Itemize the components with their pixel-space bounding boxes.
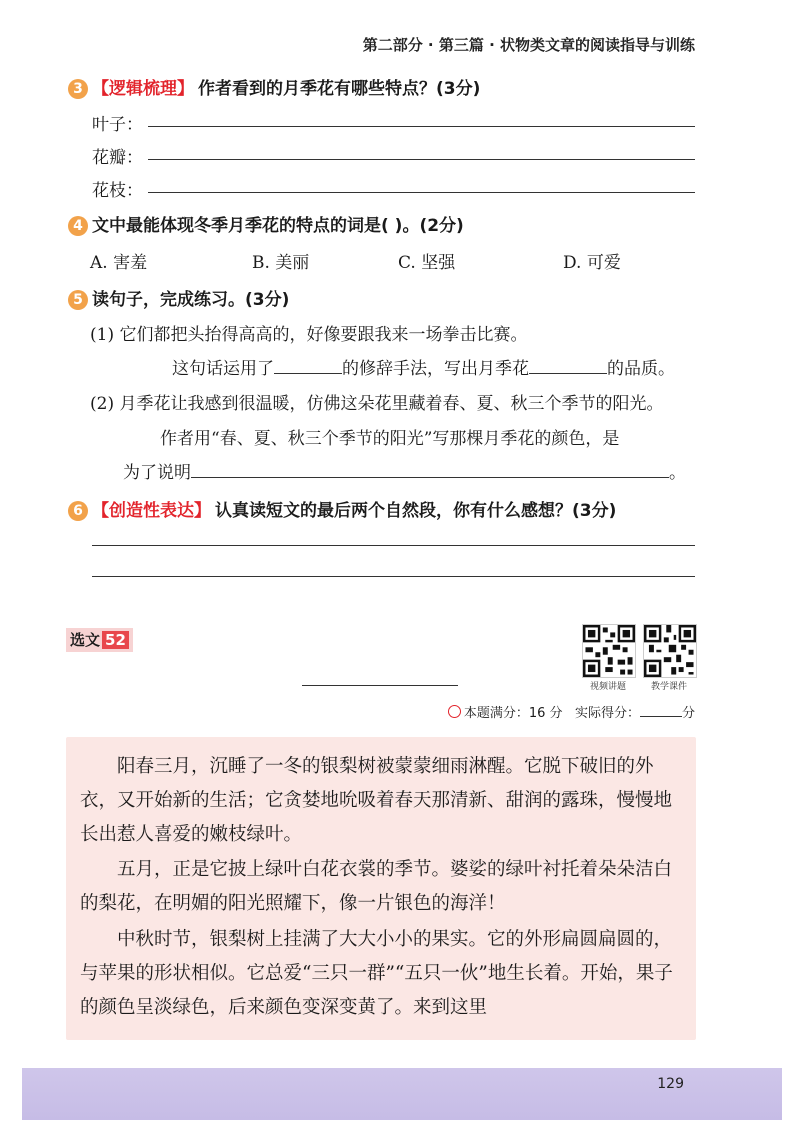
blank-rhetoric[interactable]: [274, 355, 342, 374]
blank-quality[interactable]: [529, 355, 607, 374]
sentence-2: (2) 月季花让我感到很温暖，仿佛这朵花里藏着春、夏、秋三个季节的阳光。: [90, 394, 664, 414]
passage-paragraph-1: 阳春三月，沉睡了一冬的银梨树被蒙蒙细雨淋醒。它脱下破旧的外衣，又开始新的生活；它贪婪地吮吸着春天那清新、甜润的露珠，慢慢地长出惹人喜爱的嫩枝绿叶。: [80, 756, 673, 845]
qr-code-video[interactable]: [582, 624, 636, 678]
question-6: [68, 496, 616, 521]
question-3: [68, 74, 480, 99]
qr-code-slides[interactable]: [643, 624, 697, 678]
title-blank[interactable]: [302, 685, 458, 686]
actual-score-label: 实际得分：: [574, 706, 640, 721]
fill-text: 。: [669, 463, 686, 483]
question-tag: 【创造性表达】: [92, 501, 211, 521]
field-label-petal: 花瓣：: [92, 148, 143, 168]
question-text: 作者看到的月季花有哪些特点？(3分): [198, 79, 481, 99]
question-tag: 【逻辑梳理】: [92, 79, 194, 99]
passage-paragraph-3: 中秋时节，银梨树上挂满了大大小小的果实。它的外形扁圆扁圆的，与苹果的形状相似。它总爱“三只一群”“五只一伙”地生长着。开始，果子的颜色呈淡绿色，后来颜色变深变黄了。来到这里: [80, 929, 673, 1018]
fill-text: 的修辞手法，写出月季花: [342, 359, 529, 379]
score-unit: 分: [681, 706, 695, 721]
fill-text: 的品质。: [607, 359, 675, 379]
page-header: 第二部分 · 第三篇 · 状物类文章的阅读指导与训练: [362, 36, 695, 54]
question-number: 6: [68, 501, 88, 521]
score-line: [448, 702, 695, 721]
section-number: 52: [102, 631, 129, 649]
answer-line-leaf[interactable]: [148, 126, 695, 127]
question-4: [68, 211, 464, 236]
section-badge: [66, 628, 133, 652]
actual-score-blank[interactable]: [640, 704, 682, 717]
sentence-1: (1) 它们都把头抬得高高的，好像要跟我来一场拳击比赛。: [90, 325, 528, 345]
option-d[interactable]: D. 可爱: [563, 253, 621, 273]
answer-line-petal[interactable]: [148, 159, 695, 160]
question-number: 5: [68, 290, 88, 310]
passage-paragraph-2: 五月，正是它披上绿叶白花衣裳的季节。婆娑的绿叶衬托着朵朵洁白的梨花，在明媚的阳光照耀下，像一片银色的海洋！: [80, 859, 673, 914]
fill-text: 这句话运用了: [172, 359, 274, 379]
page-number: 129: [657, 1076, 684, 1092]
sentence-1-fill: [172, 354, 675, 379]
full-score: 本题满分：16 分: [463, 706, 563, 721]
clock-icon: [448, 705, 461, 718]
answer-line-2[interactable]: [92, 576, 695, 577]
section-label: 选文: [70, 631, 101, 649]
option-a[interactable]: A. 害羞: [90, 253, 148, 273]
qr-label-slides: 教学课件: [650, 682, 687, 692]
sentence-2-fill-cont: [123, 458, 686, 483]
option-c[interactable]: C. 坚强: [398, 253, 456, 273]
question-text: 读句子，完成练习。(3分): [92, 290, 290, 310]
question-number: 4: [68, 216, 88, 236]
answer-line-1[interactable]: [92, 545, 695, 546]
blank-explain[interactable]: [191, 459, 669, 478]
answer-line-stem[interactable]: [148, 192, 695, 193]
question-5: [68, 285, 289, 310]
fill-text: 为了说明: [123, 463, 191, 483]
question-text: 文中最能体现冬季月季花的特点的词是( )。(2分): [92, 216, 464, 236]
sentence-2-fill: 作者用“春、夏、秋三个季节的阳光”写那棵月季花的颜色，是: [160, 429, 620, 449]
field-label-stem: 花枝：: [92, 181, 143, 201]
question-number: 3: [68, 79, 88, 99]
option-b[interactable]: B. 美丽: [252, 253, 310, 273]
question-text: 认真读短文的最后两个自然段，你有什么感想？(3分): [215, 501, 617, 521]
field-label-leaf: 叶子：: [92, 115, 143, 135]
qr-label-video: 视频讲题: [589, 682, 626, 692]
